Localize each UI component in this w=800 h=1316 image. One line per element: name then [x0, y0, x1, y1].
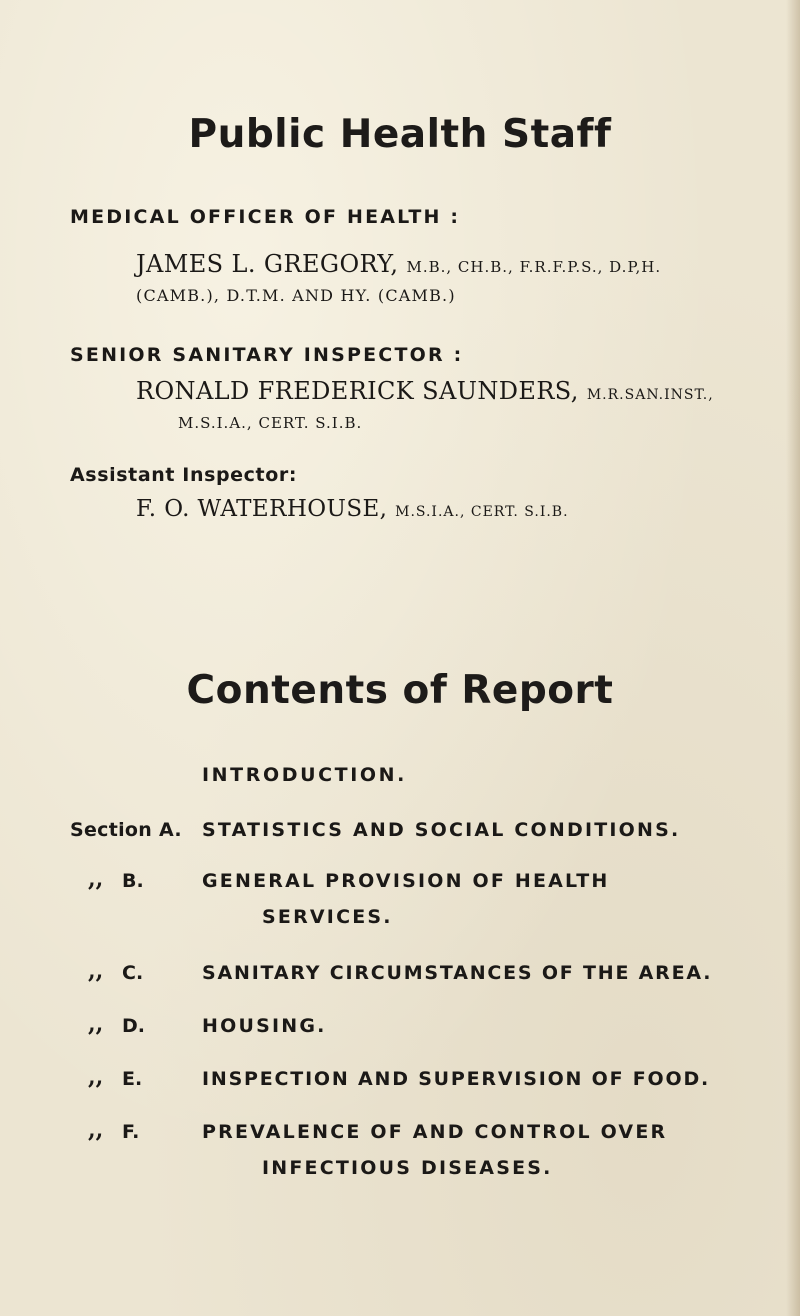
section-letter-a: A. — [159, 819, 182, 841]
ssi-name-line — [136, 377, 714, 405]
ditto-mark: ,, — [88, 1064, 104, 1090]
moh-quals-1: M.B., CH.B., F.R.F.P.S., D.P,H. — [406, 258, 662, 276]
toc-introduction: INTRODUCTION. — [202, 764, 407, 786]
toc-section-b-line-1: GENERAL PROVISION OF HEALTH — [202, 870, 610, 892]
toc-section-c: SANITARY CIRCUMSTANCES OF THE AREA. — [202, 962, 713, 984]
section-letter-d: D. — [122, 1015, 145, 1037]
contents-title: Contents of Report — [186, 668, 614, 713]
ditto-mark: ,, — [88, 1117, 104, 1143]
ssi-name: RONALD FREDERICK SAUNDERS, — [136, 377, 579, 405]
ssi-quals-1: M.R.SAN.INST., — [586, 387, 714, 403]
ai-name: F. O. WATERHOUSE, — [136, 496, 388, 522]
moh-name-line — [136, 250, 661, 278]
ai-role: Assistant Inspector: — [70, 464, 298, 486]
section-word: Section — [70, 819, 153, 841]
moh-role: MEDICAL OFFICER OF HEALTH : — [70, 206, 461, 228]
toc-section-f-line-2: INFECTIOUS DISEASES. — [262, 1157, 553, 1179]
moh-quals-2-line — [136, 286, 456, 305]
ai-name-line — [136, 496, 569, 522]
ditto-mark: ,, — [88, 958, 104, 984]
section-letter-e: E. — [122, 1068, 143, 1090]
moh-quals-2: (CAMB.), D.T.M. AND HY. (CAMB.) — [136, 286, 456, 305]
ssi-quals-2: M.S.I.A., CERT. S.I.B. — [178, 414, 363, 432]
toc-section-d: HOUSING. — [202, 1015, 327, 1037]
section-label — [70, 819, 182, 841]
moh-name: JAMES L. GREGORY, — [136, 250, 399, 278]
toc-section-e: INSPECTION AND SUPERVISION OF FOOD. — [202, 1068, 711, 1090]
toc-section-a: STATISTICS AND SOCIAL CONDITIONS. — [202, 819, 681, 841]
toc-section-b-line-2: SERVICES. — [262, 906, 393, 928]
section-letter-c: C. — [122, 962, 144, 984]
toc-section-f-line-1: PREVALENCE OF AND CONTROL OVER — [202, 1121, 668, 1143]
ssi-role: SENIOR SANITARY INSPECTOR : — [70, 344, 464, 366]
page-edge-shadow — [786, 0, 800, 1316]
ditto-mark: ,, — [88, 1011, 104, 1037]
page-title: Public Health Staff — [188, 112, 612, 157]
section-letter-b: B. — [122, 870, 144, 892]
section-letter-f: F. — [122, 1121, 140, 1143]
ai-quals: M.S.I.A., CERT. S.I.B. — [395, 504, 569, 520]
ditto-mark: ,, — [88, 866, 104, 892]
